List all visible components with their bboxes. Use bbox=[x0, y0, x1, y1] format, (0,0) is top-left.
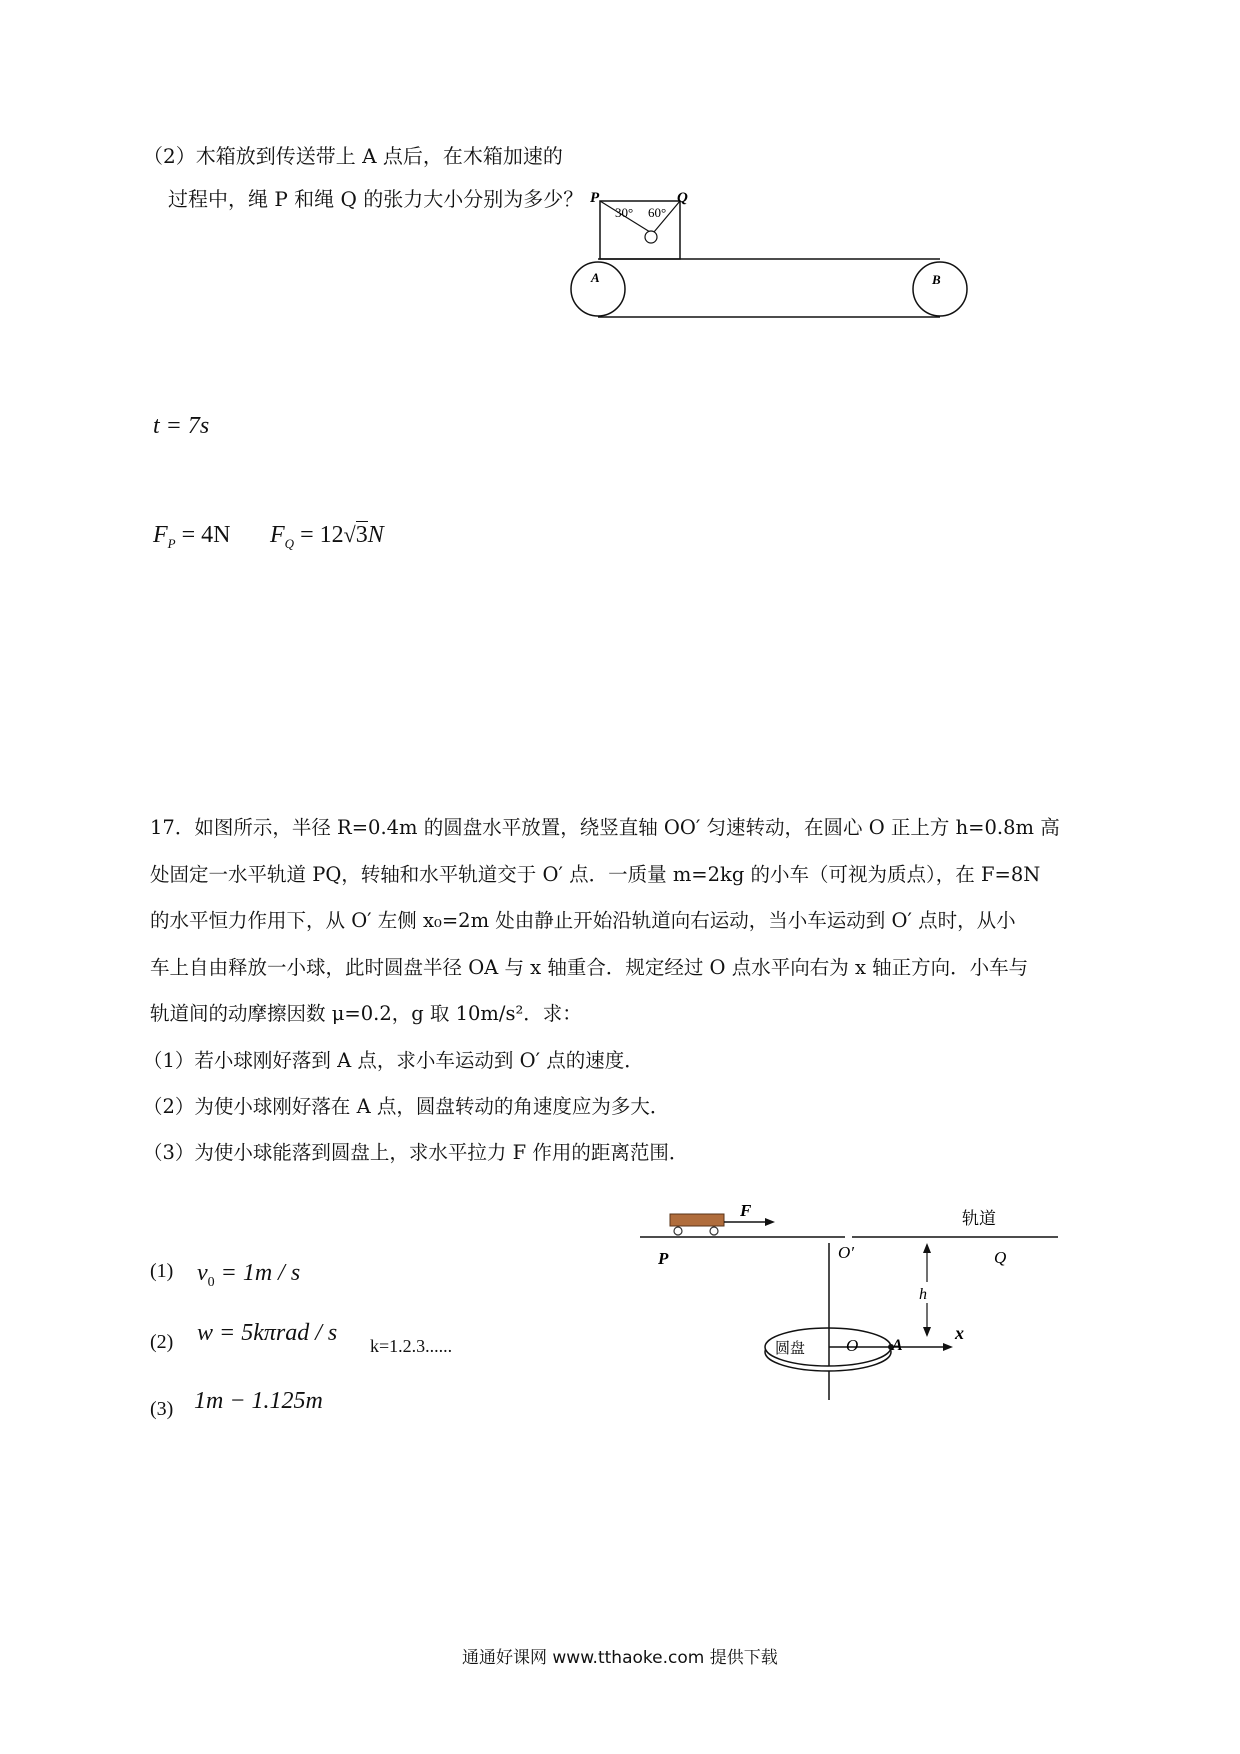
angle-30: 30° bbox=[615, 205, 634, 220]
q16-part2-line1: （2）木箱放到传送带上 A 点后，在木箱加速的 bbox=[143, 144, 563, 168]
q16-part2-line2: 过程中，绳 P 和绳 Q 的张力大小分别为多少？ bbox=[168, 187, 584, 211]
q17-line3: 的水平恒力作用下，从 O′ 左侧 x₀=2m 处由静止开始沿轨道向右运动，当小车运动到 O′ 点时，从小 bbox=[150, 909, 1016, 932]
label-a: A bbox=[892, 1337, 903, 1354]
q17-line4: 车上自由释放一小球，此时圆盘半径 OA 与 x 轴重合．规定经过 O 点水平向右为 x 轴正方向．小车与 bbox=[150, 956, 1029, 979]
label-b: B bbox=[932, 272, 941, 287]
q17-sub3: （3）为使小球能落到圆盘上，求水平拉力 F 作用的距离范围． bbox=[143, 1141, 689, 1164]
disc-track-figure bbox=[640, 1195, 1060, 1405]
pulley-b bbox=[913, 262, 967, 316]
label-p: P bbox=[590, 190, 600, 206]
ball bbox=[645, 231, 657, 243]
conveyor-belt-figure bbox=[560, 180, 980, 330]
label-p: P bbox=[658, 1249, 669, 1268]
label-q: Q bbox=[677, 190, 688, 206]
ans3-label: (3) bbox=[150, 1398, 174, 1420]
q17-sub1: （1）若小球刚好落到 A 点，求小车运动到 O′ 点的速度． bbox=[143, 1049, 644, 1072]
cart-wheel-left bbox=[674, 1227, 682, 1235]
x-arrowhead bbox=[943, 1343, 953, 1351]
ans2-expr: w = 5kπrad / s bbox=[197, 1320, 338, 1346]
q17-line1: 17．如图所示，半径 R=0.4m 的圆盘水平放置，绕竖直轴 OO′ 匀速转动，在圆心 O 正上方 h=0.8m 高 bbox=[150, 816, 1060, 839]
label-f: F bbox=[740, 1201, 752, 1220]
h-arrowhead-up bbox=[923, 1243, 931, 1253]
ans1-label: (1) bbox=[150, 1260, 174, 1282]
wooden-box bbox=[600, 201, 680, 259]
answer-fq: $F_Q = 12√3N$ bbox=[270, 522, 384, 551]
cart bbox=[670, 1214, 724, 1226]
answer-fp: $F_P = 4N$ bbox=[153, 522, 231, 551]
q17-line2: 处固定一水平轨道 PQ，转轴和水平轨道交于 O′ 点．一质量 m=2kg 的小车（可视为质点），在 F=8N bbox=[150, 863, 1041, 886]
footer-credit: 通通好课网 www.tthaoke.com 提供下载 bbox=[462, 1648, 778, 1668]
q17-sub2: （2）为使小球刚好落在 A 点，圆盘转动的角速度应为多大． bbox=[143, 1095, 670, 1118]
label-h: h bbox=[919, 1286, 927, 1303]
label-o: O bbox=[846, 1336, 859, 1355]
label-x: x bbox=[955, 1323, 964, 1343]
ans2-label: (2) bbox=[150, 1331, 174, 1353]
ans3-expr: 1m − 1.125m bbox=[194, 1388, 323, 1414]
ans1-expr: $v_0 = 1m / s$ bbox=[197, 1260, 301, 1290]
label-disc: 圆盘 bbox=[775, 1341, 806, 1357]
h-arrowhead-down bbox=[923, 1327, 931, 1337]
q17-line5: 轨道间的动摩擦因数 μ=0.2，g 取 10m/s²．求： bbox=[150, 1002, 582, 1025]
label-track: 轨道 bbox=[962, 1209, 996, 1228]
answer-t: t = 7s bbox=[153, 413, 210, 439]
cart-wheel-right bbox=[710, 1227, 718, 1235]
label-q: Q bbox=[994, 1248, 1007, 1267]
label-a: A bbox=[591, 270, 600, 285]
angle-60: 60° bbox=[648, 205, 667, 220]
label-o-prime: O′ bbox=[838, 1243, 854, 1262]
force-arrowhead bbox=[765, 1218, 775, 1226]
ans2-k: k=1.2.3...... bbox=[370, 1336, 453, 1356]
